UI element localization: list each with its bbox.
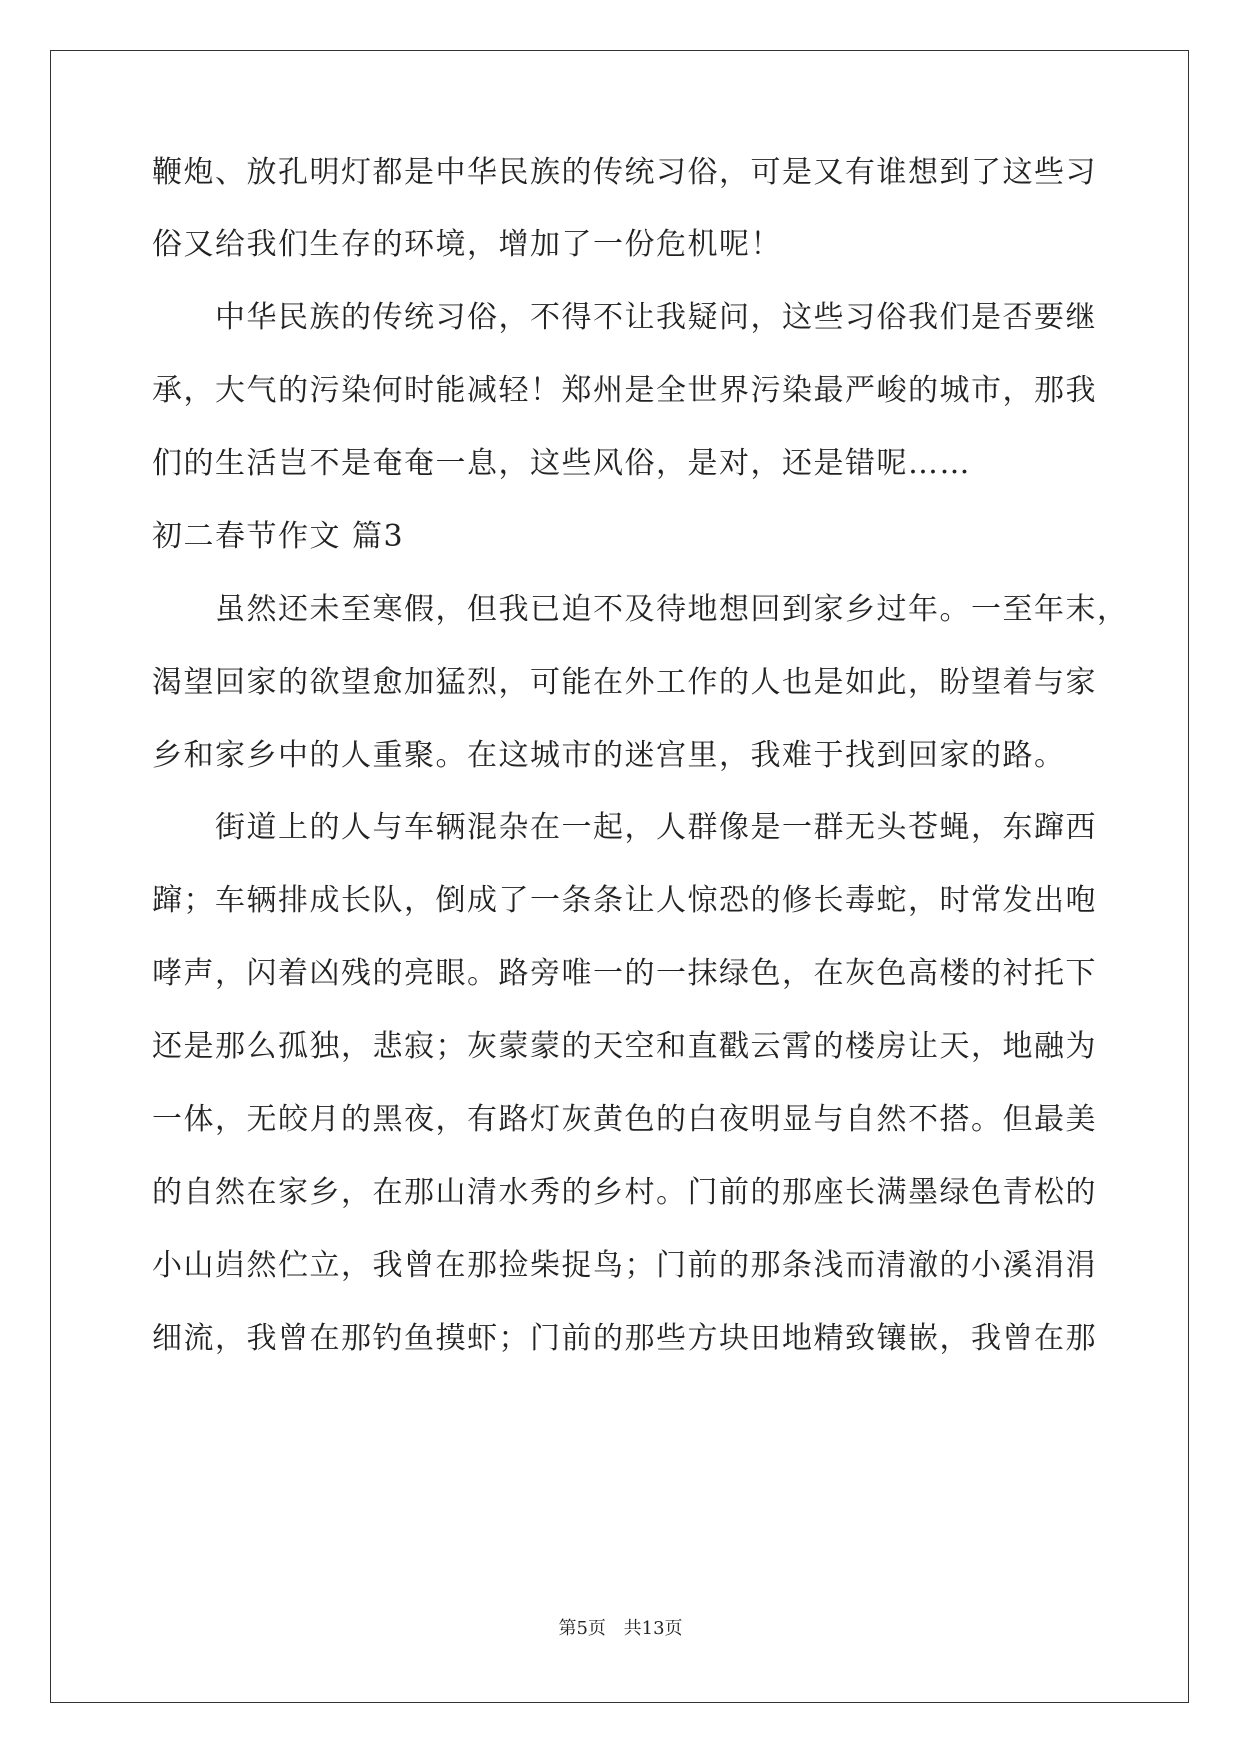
text-line: 的自然在家乡，在那山清水秀的乡村。门前的那座长满墨绿色青松的 bbox=[152, 1175, 1097, 1210]
text-line: 小山岿然伫立，我曾在那捡柴捉鸟；门前的那条浅而清澈的小溪涓涓 bbox=[152, 1248, 1097, 1283]
text-line: 们的生活岂不是奄奄一息，这些风俗，是对，还是错呢…… bbox=[152, 446, 971, 481]
text-line: 鞭炮、放孔明灯都是中华民族的传统习俗，可是又有谁想到了这些习 bbox=[152, 155, 1097, 190]
page-footer bbox=[0, 1617, 1241, 1641]
text-line: 俗又给我们生存的环境，增加了一份危机呢！ bbox=[152, 227, 782, 262]
page-total: 共13页 bbox=[623, 1618, 683, 1639]
paragraph-start: 虽然还未至寒假，但我已迫不及待地想回到家乡过年。一至年末， bbox=[215, 592, 1129, 627]
paragraph-start: 中华民族的传统习俗，不得不让我疑问，这些习俗我们是否要继 bbox=[215, 300, 1097, 335]
section-heading: 初二春节作文 篇3 bbox=[152, 519, 405, 554]
text-line: 蹿；车辆排成长队，倒成了一条条让人惊恐的修长毒蛇，时常发出咆 bbox=[152, 883, 1097, 918]
text-line: 一体，无皎月的黑夜，有路灯灰黄色的白夜明显与自然不搭。但最美 bbox=[152, 1102, 1097, 1137]
text-line: 承，大气的污染何时能减轻！郑州是全世界污染最严峻的城市，那我 bbox=[152, 373, 1097, 408]
text-line: 细流，我曾在那钓鱼摸虾；门前的那些方块田地精致镶嵌，我曾在那 bbox=[152, 1321, 1097, 1356]
page-number: 第5页 bbox=[558, 1618, 606, 1639]
text-line: 还是那么孤独，悲寂；灰蒙蒙的天空和直戳云霄的楼房让天，地融为 bbox=[152, 1029, 1097, 1064]
text-line: 哮声，闪着凶残的亮眼。路旁唯一的一抹绿色，在灰色高楼的衬托下 bbox=[152, 956, 1097, 991]
text-line: 渴望回家的欲望愈加猛烈，可能在外工作的人也是如此，盼望着与家 bbox=[152, 665, 1097, 700]
text-line: 乡和家乡中的人重聚。在这城市的迷宫里，我难于找到回家的路。 bbox=[152, 738, 1066, 773]
paragraph-start: 街道上的人与车辆混杂在一起，人群像是一群无头苍蝇，东蹿西 bbox=[215, 810, 1097, 845]
